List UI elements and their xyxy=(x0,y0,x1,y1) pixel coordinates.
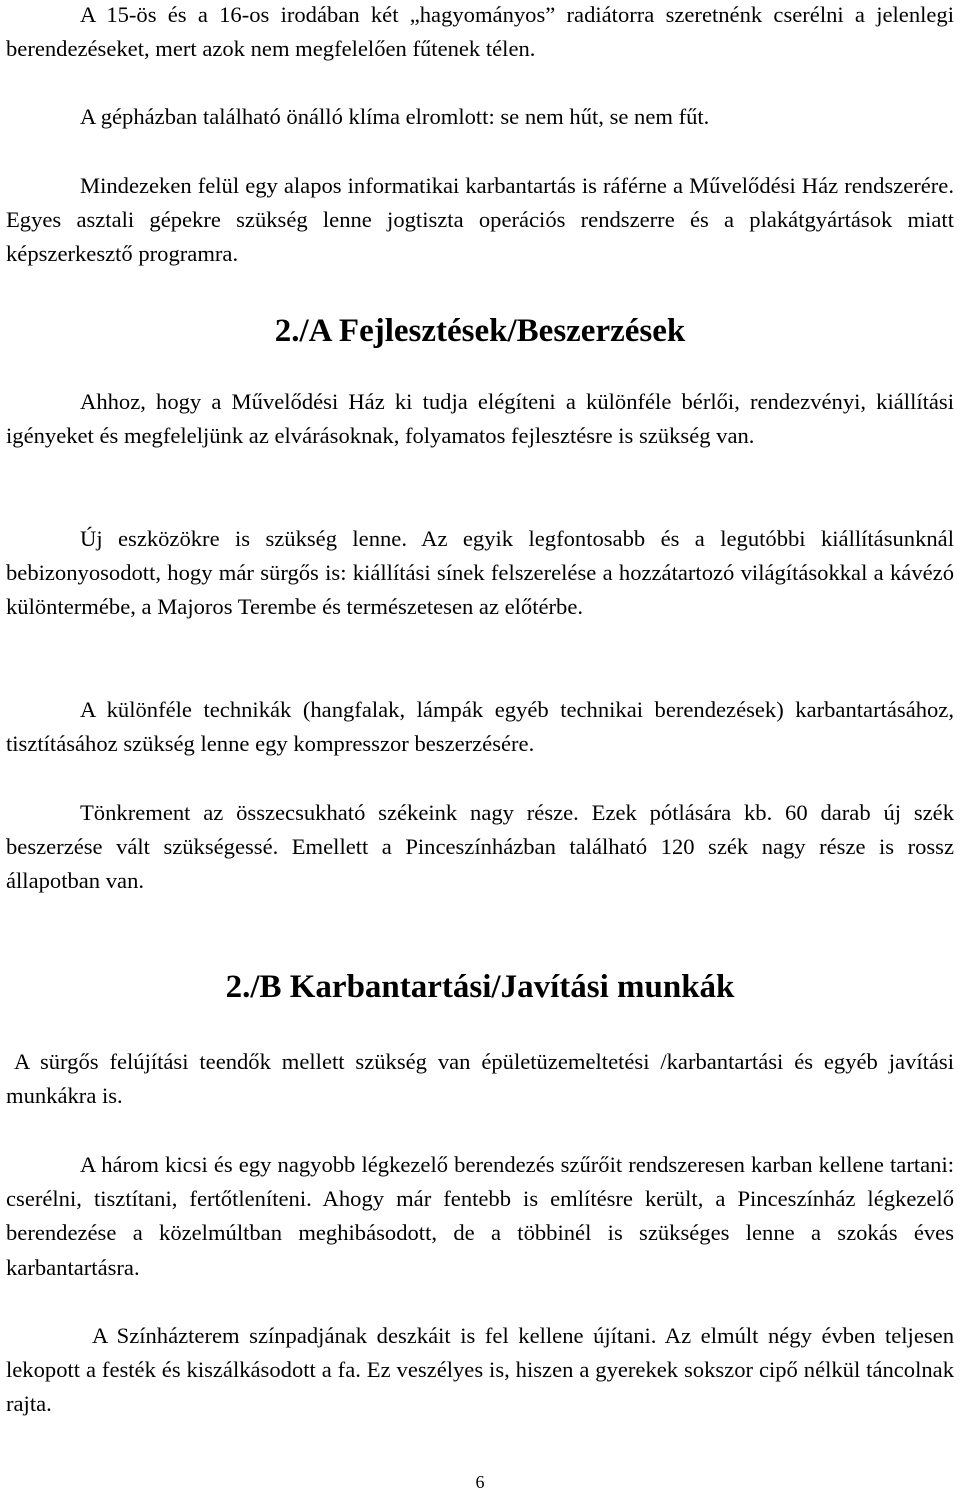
paragraph-chairs: Tönkrement az összecsukható székeink nagy része. Ezek pótlására kb. 60 darab új szék beszerzése vált szükségessé. Emellett a Pinceszínházban található 120 szék nagy része is rossz állapotban van. xyxy=(6,800,954,894)
section-b-heading: 2./B Karbantartási/Javítási munkák xyxy=(225,969,735,1005)
page-number: 6 xyxy=(475,1472,485,1492)
paragraph-new-equipment: Új eszközökre is szükség lenne. Az egyik legfontosabb és a legutóbbi kiállításunknál bebizonyosodott, hogy már sürgős is: kiállítási sínek felszerelése a hozzátartozó világításokkal a kávézó különtermébe, a Majoros Terembe és természetesen az előtérbe. xyxy=(6,526,954,620)
section-a-heading: 2./A Fejlesztések/Beszerzések xyxy=(274,313,686,349)
paragraph-urgent-renovation: A sürgős felújítási teendők mellett szükség van épületüzemeltetési /karbantartási és egyéb javítási munkákra is. xyxy=(6,1049,954,1109)
paragraph-climate: A gépházban található önálló klíma elromlott: se nem hűt, se nem fűt. xyxy=(80,104,710,129)
paragraph-air-handlers: A három kicsi és egy nagyobb légkezelő berendezés szűrőit rendszeresen karban kellene tartani: cserélni, tisztítani, fertőtleníteni. Ahogy már fentebb is említésre került, a Pinceszínház légkezelő berendezése a közelmúltban meghibásodott, de a többinél is szükséges lenne a szokás éves karbantartásra. xyxy=(6,1152,954,1280)
paragraph-radiators: A 15-ös és a 16-os irodában két „hagyományos” radiátorra szeretnénk cserélni a jelenlegi berendezéseket, mert azok nem megfelelően fűtenek télen. xyxy=(6,2,954,62)
paragraph-compressor: A különféle technikák (hangfalak, lámpák egyéb technikai berendezések) karbantartásához, tisztításához szükség lenne egy kompresszor beszerzésére. xyxy=(6,697,954,757)
paragraph-it-maintenance: Mindezeken felül egy alapos informatikai karbantartás is ráférne a Művelődési Ház rendszerére. Egyes asztali gépekre szükség lenne jogtiszta operációs rendszerre és a plakátgyártások miatt képszerkesztő programra. xyxy=(6,173,954,267)
paragraph-development: Ahhoz, hogy a Művelődési Ház ki tudja elégíteni a különféle bérlői, rendezvényi, kiállítási igényeket és megfeleljünk az elvárásoknak, folyamatos fejlesztésre is szükség van. xyxy=(6,389,954,449)
paragraph-stage-boards: A Színházterem színpadjának deszkáit is fel kellene újítani. Az elmúlt négy évben teljesen lekopott a festék és kiszálkásodott a fa. Ez veszélyes is, hiszen a gyerekek sokszor cipő nélkül táncolnak rajta. xyxy=(6,1323,954,1417)
